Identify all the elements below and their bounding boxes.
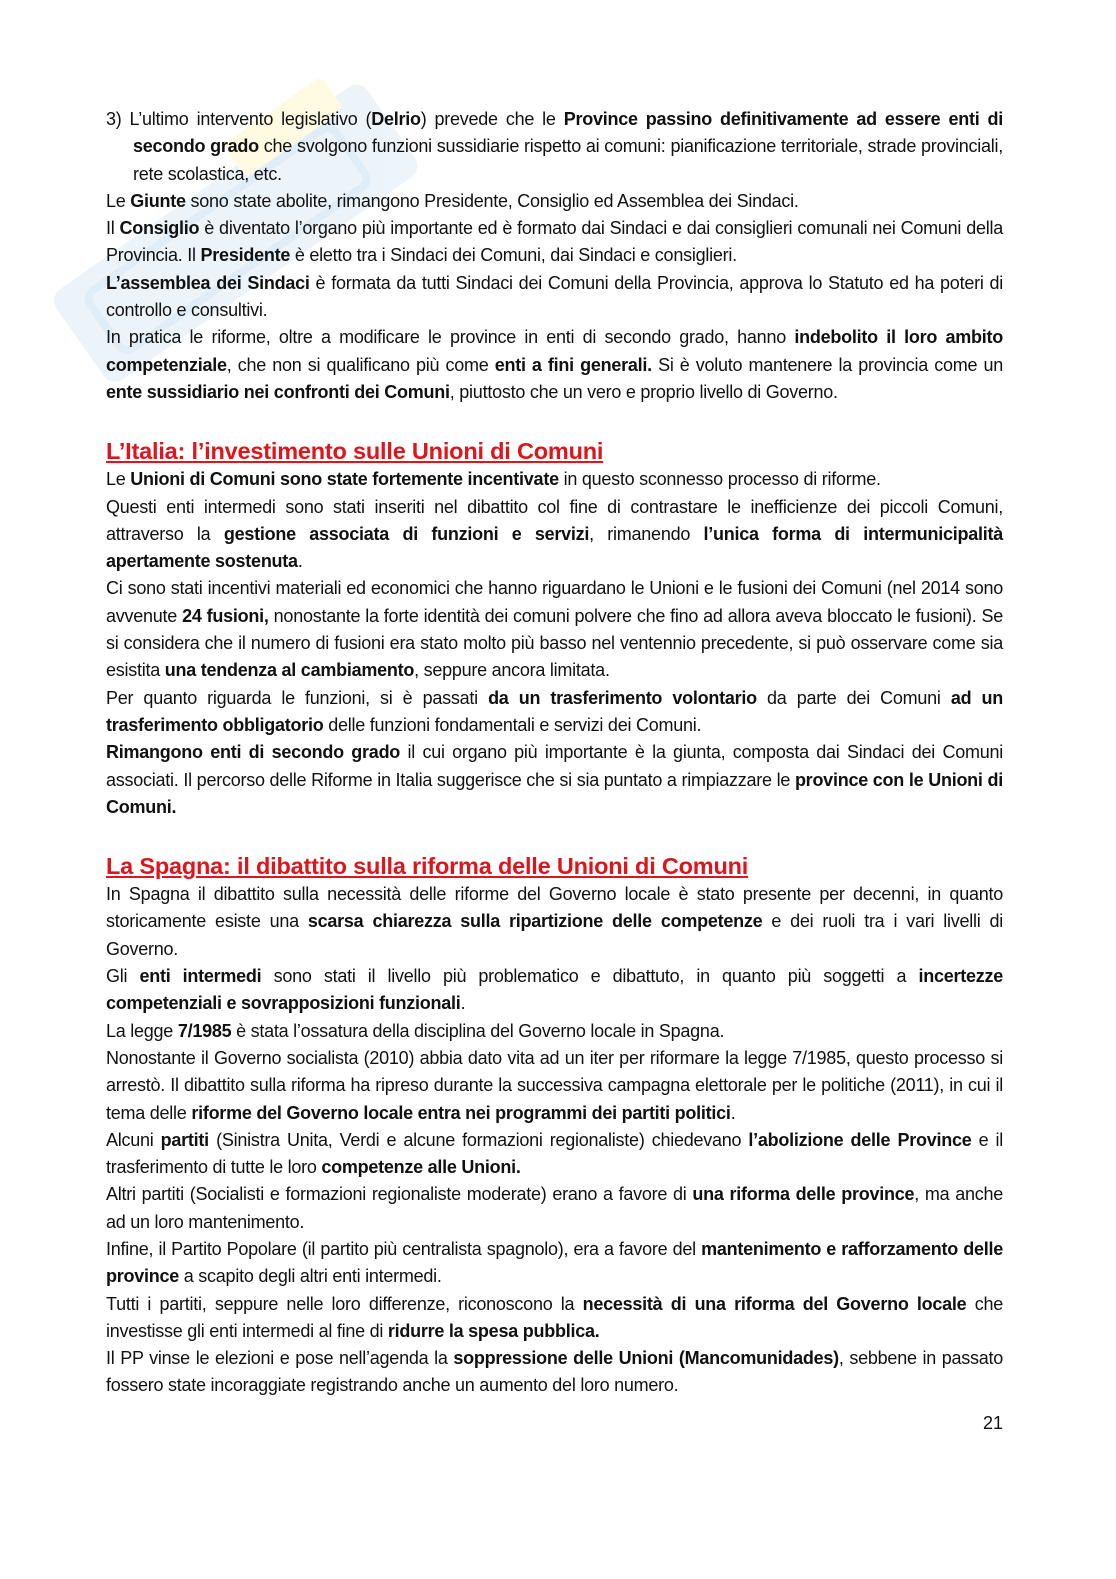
text-run: il cui organo più importante è la giunta, composta dai Sindaci dei Comuni associati. Il percorso delle Riforme in Italia suggerisce che si sia puntato a rimpiazzare le <box>106 742 1003 790</box>
text-run: Gli <box>106 966 140 987</box>
text-run: In Spagna il dibattito sulla necessità delle riforme del Governo locale è stato presente per decenni, in quanto storicamente esiste una <box>106 884 1003 932</box>
text-run: , ma anche ad un loro mantenimento. <box>106 1184 1004 1232</box>
text-run: nonostante la forte identità dei comuni polvere che fino ad allora aveva bloccato le fusioni). Se si considera che il numero di fusioni era stato molto più basso nel ventennio precedente, si può osservare come sia esistita <box>106 605 1004 681</box>
text-run: a scapito degli altri enti intermedi. <box>179 1266 442 1287</box>
text-run: sono state abolite, rimangono Presidente, Consiglio ed Assemblea dei Sindaci. <box>185 190 799 211</box>
text-run: , sebbene in passato fossero state incoraggiate registrando anche un aumento del loro numero. <box>106 1348 1004 1396</box>
paragraph <box>106 963 1003 1018</box>
text-run: Le <box>106 469 131 490</box>
text-run: Infine, il Partito Popolare (il partito più centralista spagnolo), era a favore del <box>106 1238 702 1259</box>
paragraph <box>106 1045 1003 1127</box>
bold-text: Consiglio <box>119 218 200 239</box>
text-run: Il <box>106 218 120 239</box>
text-run: che svolgono funzioni sussidiarie rispetto ai comuni: pianificazione territoriale, strade provinciali, rete scolastica, etc. <box>133 136 1004 184</box>
paragraph <box>106 188 1003 215</box>
text-run: Alcuni <box>106 1129 161 1150</box>
text-run: Nonostante il Governo socialista (2010) abbia dato vita ad un iter per riformare la legge 7/1985, questo processo si arrestò. Il dibattito sulla riforma ha ripreso durante la successiva campagna elettorale per le politiche (2011), in cui il tema delle <box>106 1047 1003 1123</box>
text-run: Altri partiti (Socialisti e formazioni regionaliste moderate) erano a favore di <box>106 1184 693 1205</box>
text-run: Si è voluto mantenere la provincia come un <box>651 354 1003 375</box>
text-run: Per quanto riguarda le funzioni, si è passati <box>106 687 489 708</box>
bold-text: Delrio <box>371 109 421 129</box>
document-body <box>106 0 1003 1400</box>
paragraph <box>106 1181 1003 1236</box>
bold-text: 24 fusioni, <box>182 605 269 626</box>
bold-text: soppressione delle Unioni (Mancomunidades) <box>453 1348 839 1369</box>
bold-text: 7/1985 <box>177 1020 232 1041</box>
paragraph <box>106 1291 1003 1346</box>
paragraph <box>106 494 1003 576</box>
text-run: sono stati il livello più problematico e dibattuto, in quanto più soggetti a <box>261 966 919 987</box>
bold-text: scarsa chiarezza sulla ripartizione delle competenze <box>307 911 763 932</box>
text-run: Il PP vinse le elezioni e pose nell’agenda la <box>106 1348 454 1369</box>
paragraph <box>106 1127 1003 1182</box>
paragraph <box>106 575 1003 684</box>
bold-text: Presidente <box>200 245 291 266</box>
text-run: e il trasferimento di tutte le loro <box>106 1129 1004 1178</box>
bold-text: una riforma delle province <box>692 1184 915 1205</box>
bold-text: ridurre la spesa pubblica. <box>387 1320 600 1341</box>
bold-text: Unioni di Comuni sono state fortemente incentivate <box>130 469 559 490</box>
bold-text: necessità di una riforma del Governo locale <box>582 1293 967 1314</box>
paragraph <box>106 215 1003 270</box>
text-run: è eletto tra i Sindaci dei Comuni, dai Sindaci e consiglieri. <box>290 245 737 266</box>
text-run: è diventato l’organo più importante ed è formato dai Sindaci e dai consiglieri comunali nei Comuni della Provincia. Il <box>106 218 1003 266</box>
text-run: e dei ruoli tra i vari livelli di Governo. <box>106 911 1003 959</box>
text-run: La Spagna: il dibattito sulla riforma delle Unioni di Comuni <box>106 853 749 880</box>
paragraph <box>106 1345 1003 1400</box>
paragraph <box>106 1236 1003 1291</box>
text-run: L’Italia: l’investimento sulle Unioni di Comuni <box>106 438 604 465</box>
text-run: , seppure ancora limitata. <box>414 660 610 681</box>
bold-text: enti a fini generali. <box>494 354 652 375</box>
paragraph <box>106 324 1003 406</box>
text-run: . <box>297 551 303 572</box>
bold-text: Giunte <box>130 190 186 211</box>
bold-text: riforme del Governo locale entra nei programmi dei partiti politici <box>191 1102 731 1123</box>
text-run: è stata l’ossatura della disciplina del Governo locale in Spagna. <box>231 1020 725 1041</box>
bold-text: L’assemblea dei Sindaci <box>106 272 310 293</box>
paragraph <box>106 466 1003 493</box>
paragraph <box>106 270 1003 325</box>
bold-text: partiti <box>160 1129 209 1150</box>
bold-text: una tendenza al cambiamento <box>164 660 415 681</box>
section-heading <box>106 851 1003 881</box>
text-run: , che non si qualificano più come <box>226 354 495 375</box>
text-run: (Sinistra Unita, Verdi e alcune formazioni regionaliste) chiedevano <box>208 1129 749 1150</box>
bold-text: l’abolizione delle Province <box>748 1129 972 1150</box>
bold-text: competenze alle Unioni. <box>321 1157 521 1178</box>
text-run: . <box>730 1102 736 1123</box>
bold-text: mantenimento e rafforzamento delle province <box>106 1238 1003 1287</box>
bold-text: l’unica forma di intermunicipalità apertamente sostenuta <box>106 523 1003 572</box>
text-run: Le <box>106 190 131 211</box>
bold-text: indebolito il loro ambito competenziale <box>106 327 1003 375</box>
section-heading <box>106 436 1003 466</box>
text-run: da parte dei Comuni <box>756 687 951 708</box>
text-run: Ci sono stati incentivi materiali ed economici che hanno riguardano le Unioni e le fusioni dei Comuni (nel 2014 sono avvenute <box>106 578 1003 626</box>
bold-text: da un trasferimento volontario <box>488 687 757 708</box>
paragraph <box>106 739 1003 821</box>
text-run: In pratica le riforme, oltre a modificare le province in enti di secondo grado, hanno <box>106 327 795 348</box>
text-run: , piuttosto che un vero e proprio livello di Governo. <box>449 381 838 402</box>
bold-text: gestione associata di funzioni e servizi <box>223 523 590 544</box>
page-number: 21 <box>982 1412 1003 1433</box>
bold-text: Province passino definitivamente ad essere enti di secondo grado <box>133 109 1003 157</box>
bold-text: ente sussidiario nei confronti dei Comuni <box>106 381 450 402</box>
text-run: ) prevede che le <box>420 109 564 129</box>
paragraph <box>106 881 1003 963</box>
bold-text: ad un trasferimento obbligatorio <box>106 687 1003 735</box>
bold-text: enti intermedi <box>139 966 262 987</box>
list-item <box>106 106 1003 188</box>
text-run: è formata da tutti Sindaci dei Comuni della Provincia, approva lo Statuto ed ha poteri di controllo e consultivi. <box>106 272 1003 321</box>
bold-text: province con le Unioni di Comuni. <box>106 769 1004 817</box>
bold-text: Rimangono enti di secondo grado <box>106 742 401 763</box>
text-run: La legge <box>106 1020 178 1041</box>
text-run: , rimanendo <box>589 523 704 544</box>
text-run: 3) L’ultimo intervento legislativo ( <box>106 109 372 129</box>
paragraph <box>106 685 1003 740</box>
text-run: delle funzioni fondamentali e servizi dei Comuni. <box>323 714 702 735</box>
text-run: Tutti i partiti, seppure nelle loro differenze, riconoscono la <box>106 1293 583 1314</box>
text-run: che investisse gli enti intermedi al fine di <box>106 1293 1004 1341</box>
bold-text: incertezze competenziali e sovrapposizioni funzionali <box>106 966 1004 1014</box>
text-run: . <box>460 993 466 1014</box>
paragraph <box>106 1018 1003 1045</box>
text-run: in questo sconnesso processo di riforme. <box>558 469 881 490</box>
text-run: Questi enti intermedi sono stati inseriti nel dibattito col fine di contrastare le inefficienze dei piccoli Comuni, attraverso la <box>106 496 1003 544</box>
